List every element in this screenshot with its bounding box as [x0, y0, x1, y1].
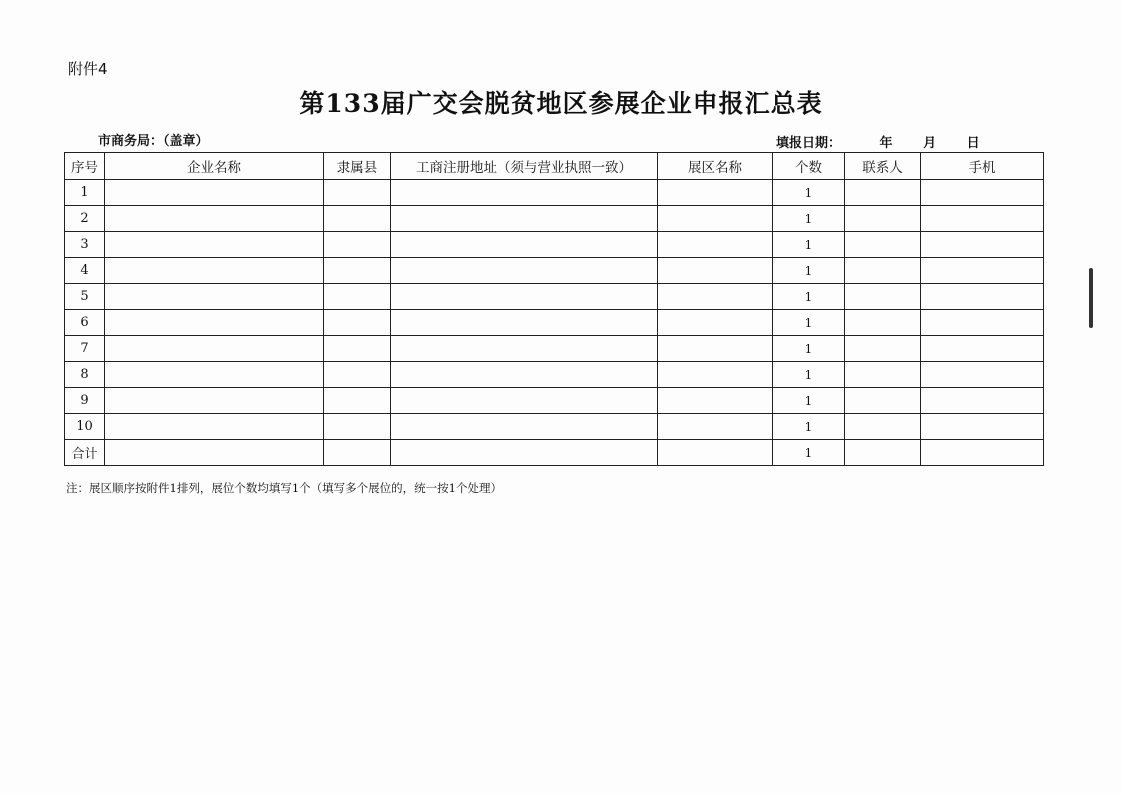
cell-booth-count: 1: [773, 362, 845, 388]
cell-registered-address[interactable]: [391, 232, 658, 258]
cell-booth-count: 1: [773, 388, 845, 414]
cell-registered-address[interactable]: [391, 180, 658, 206]
cell-exhibition-zone[interactable]: [658, 414, 773, 440]
table-row: [65, 388, 1044, 414]
cell-exhibition-zone[interactable]: [658, 284, 773, 310]
table-row: [65, 232, 1044, 258]
cell-contact-person[interactable]: [845, 206, 921, 232]
footnote: 注：展区顺序按附件1排列，展位个数均填写1个（填写多个展位的，统一按1个处理）: [66, 481, 502, 495]
cell-booth-count: 1: [773, 310, 845, 336]
cell-county[interactable]: [324, 336, 391, 362]
date-month-label: 月: [923, 136, 937, 151]
cell-mobile[interactable]: [921, 206, 1044, 232]
header-contact-person: 联系人: [845, 153, 921, 180]
cell-county[interactable]: [324, 414, 391, 440]
cell-booth-count: 1: [773, 206, 845, 232]
cell-company-name[interactable]: [105, 180, 324, 206]
cell-exhibition-zone[interactable]: [658, 388, 773, 414]
cell-serial: 4: [65, 258, 105, 284]
cell-serial: 3: [65, 232, 105, 258]
cell-company-name[interactable]: [105, 388, 324, 414]
cell-serial: 6: [65, 310, 105, 336]
table-row: [65, 258, 1044, 284]
cell-exhibition-zone[interactable]: [658, 336, 773, 362]
cell-contact-person[interactable]: [845, 336, 921, 362]
fill-date-line: [776, 132, 980, 151]
cell-mobile[interactable]: [921, 284, 1044, 310]
date-year-label: 年: [879, 136, 893, 151]
table-body: [65, 180, 1044, 466]
cell-registered-address[interactable]: [391, 440, 658, 466]
cell-contact-person[interactable]: [845, 440, 921, 466]
table-row: [65, 284, 1044, 310]
cell-exhibition-zone[interactable]: [658, 232, 773, 258]
cell-serial: 8: [65, 362, 105, 388]
header-company-name: 企业名称: [105, 153, 324, 180]
cell-registered-address[interactable]: [391, 284, 658, 310]
cell-serial: 5: [65, 284, 105, 310]
cell-contact-person[interactable]: [845, 258, 921, 284]
attachment-label: 附件4: [68, 60, 108, 78]
cell-booth-count: 1: [773, 258, 845, 284]
cell-mobile[interactable]: [921, 310, 1044, 336]
cell-serial: 合计: [65, 440, 105, 466]
fill-date-label: 填报日期：: [776, 136, 842, 151]
cell-exhibition-zone[interactable]: [658, 258, 773, 284]
cell-county[interactable]: [324, 206, 391, 232]
cell-contact-person[interactable]: [845, 388, 921, 414]
cell-mobile[interactable]: [921, 362, 1044, 388]
header-county: 隶属县: [324, 153, 391, 180]
enterprise-summary-table: [64, 152, 1044, 466]
cell-serial: 9: [65, 388, 105, 414]
table-row: [65, 206, 1044, 232]
cell-exhibition-zone[interactable]: [658, 180, 773, 206]
cell-mobile[interactable]: [921, 258, 1044, 284]
cell-county[interactable]: [324, 388, 391, 414]
cell-exhibition-zone[interactable]: [658, 310, 773, 336]
cell-booth-count: 1: [773, 336, 845, 362]
cell-company-name[interactable]: [105, 414, 324, 440]
cell-serial: 10: [65, 414, 105, 440]
cell-company-name[interactable]: [105, 258, 324, 284]
cell-contact-person[interactable]: [845, 362, 921, 388]
cell-contact-person[interactable]: [845, 284, 921, 310]
cell-company-name[interactable]: [105, 232, 324, 258]
table-row: [65, 414, 1044, 440]
cell-booth-count: 1: [773, 440, 845, 466]
cell-serial: 1: [65, 180, 105, 206]
cell-exhibition-zone[interactable]: [658, 440, 773, 466]
cell-company-name[interactable]: [105, 440, 324, 466]
date-day-label: 日: [966, 136, 980, 151]
cell-county[interactable]: [324, 180, 391, 206]
cell-contact-person[interactable]: [845, 414, 921, 440]
cell-booth-count: 1: [773, 414, 845, 440]
cell-booth-count: 1: [773, 180, 845, 206]
cell-mobile[interactable]: [921, 388, 1044, 414]
cell-contact-person[interactable]: [845, 232, 921, 258]
cell-mobile[interactable]: [921, 414, 1044, 440]
header-mobile: 手机: [921, 153, 1044, 180]
cell-county[interactable]: [324, 258, 391, 284]
cell-registered-address[interactable]: [391, 414, 658, 440]
cell-company-name[interactable]: [105, 284, 324, 310]
cell-company-name[interactable]: [105, 336, 324, 362]
table-row: [65, 310, 1044, 336]
header-booth-count: 个数: [773, 153, 845, 180]
cell-registered-address[interactable]: [391, 362, 658, 388]
cell-company-name[interactable]: [105, 362, 324, 388]
cell-mobile[interactable]: [921, 440, 1044, 466]
table-row: [65, 336, 1044, 362]
table-row: [65, 180, 1044, 206]
table-header-row: [65, 153, 1044, 180]
table-row: [65, 440, 1044, 466]
cell-mobile[interactable]: [921, 180, 1044, 206]
cell-mobile[interactable]: [921, 336, 1044, 362]
cell-county[interactable]: [324, 310, 391, 336]
cell-registered-address[interactable]: [391, 336, 658, 362]
cell-county[interactable]: [324, 284, 391, 310]
cell-county[interactable]: [324, 232, 391, 258]
cell-exhibition-zone[interactable]: [658, 362, 773, 388]
cell-booth-count: 1: [773, 284, 845, 310]
header-serial: 序号: [65, 153, 105, 180]
cell-mobile[interactable]: [921, 232, 1044, 258]
cell-contact-person[interactable]: [845, 310, 921, 336]
scan-binding-mark: [1089, 268, 1093, 328]
cell-serial: 7: [65, 336, 105, 362]
cell-company-name[interactable]: [105, 310, 324, 336]
table-row: [65, 362, 1044, 388]
cell-contact-person[interactable]: [845, 180, 921, 206]
header-exhibition-zone: 展区名称: [658, 153, 773, 180]
cell-county[interactable]: [324, 440, 391, 466]
cell-company-name[interactable]: [105, 206, 324, 232]
cell-booth-count: 1: [773, 232, 845, 258]
cell-registered-address[interactable]: [391, 206, 658, 232]
header-registered-address: 工商注册地址（须与营业执照一致）: [391, 153, 658, 180]
page-title: 第133届广交会脱贫地区参展企业申报汇总表: [299, 89, 823, 118]
bureau-stamp-label: 市商务局：（盖章）: [98, 134, 209, 149]
cell-county[interactable]: [324, 362, 391, 388]
cell-serial: 2: [65, 206, 105, 232]
cell-registered-address[interactable]: [391, 258, 658, 284]
cell-registered-address[interactable]: [391, 388, 658, 414]
cell-exhibition-zone[interactable]: [658, 206, 773, 232]
cell-registered-address[interactable]: [391, 310, 658, 336]
